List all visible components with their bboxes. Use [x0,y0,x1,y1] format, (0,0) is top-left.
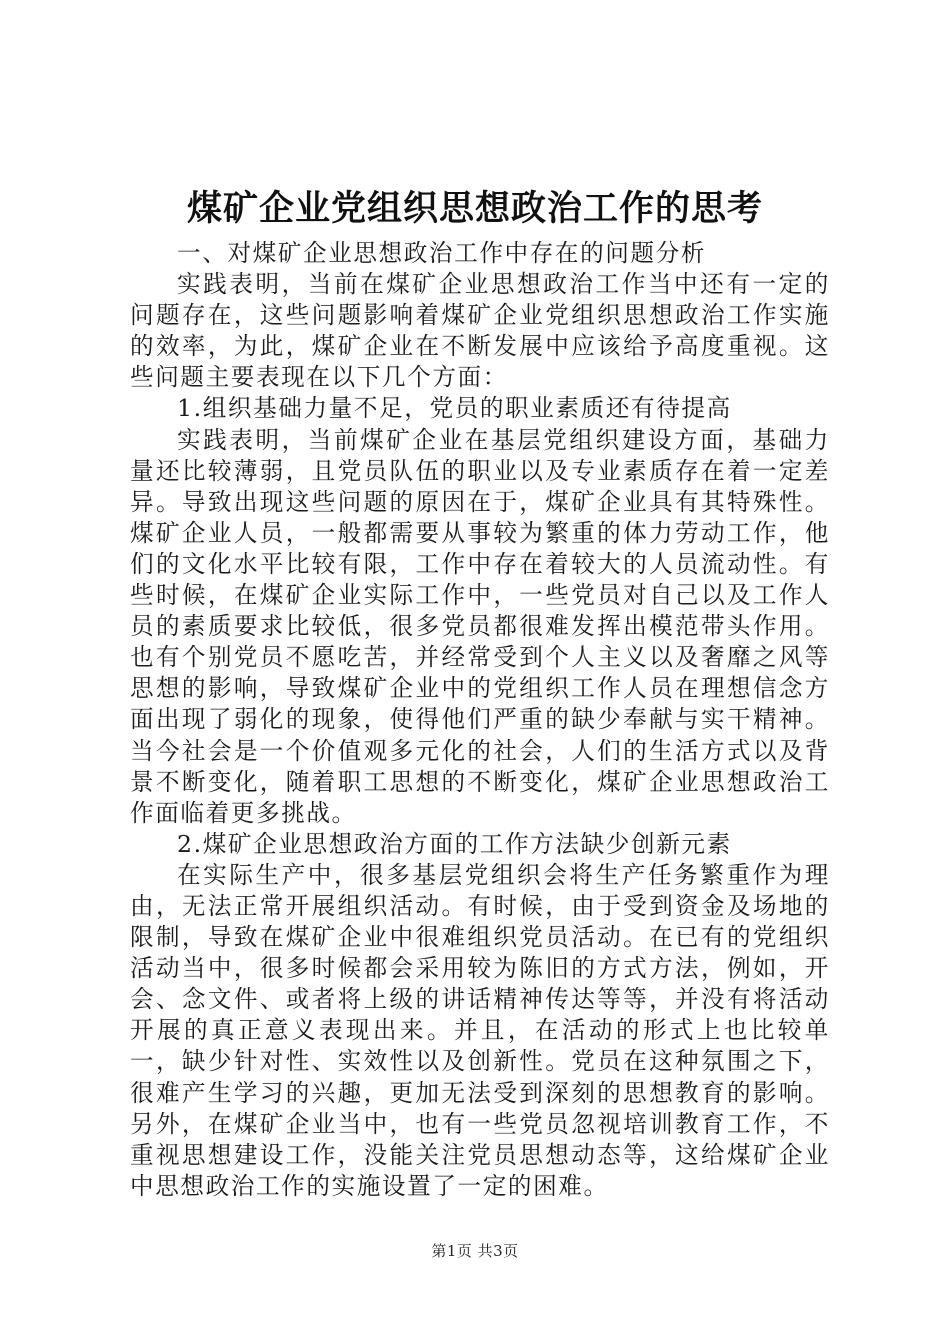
intro-paragraph: 实践表明，当前在煤矿企业思想政治工作当中还有一定的问题存在，这些问题影响着煤矿企业党组织思想政治工作实施的效率，为此，煤矿企业在不断发展中应该给予高度重视。这些问题主要表现在以下几个方面： [130,270,830,392]
document-title: 煤矿企业党组织思想政治工作的思考 [186,189,763,229]
page-number-footer: 第1页 共3页 [431,1242,519,1260]
subsection-2-paragraph: 在实际生产中，很多基层党组织会将生产任务繁重作为理由，无法正常开展组织活动。有时候，由于受到资金及场地的限制，导致在煤矿企业中很难组织党员活动。在已有的党组织活动当中，很多时候都会采用较为陈旧的方式方法，例如，开会、念文件、或者将上级的讲话精神传达等等，并没有将活动开展的真正意义表现出来。并且，在活动的形式上也比较单一，缺少针对性、实效性以及创新性。党员在这种氛围之下，很难产生学习的兴趣，更加无法受到深刻的思想教育的影响。另外，在煤矿企业当中，也有一些党员忽视培训教育工作，不重视思想建设工作，没能关注党员思想动态等，这给煤矿企业中思想政治工作的实施设置了一定的困难。 [130,860,830,1200]
subsection-heading-1: 1.组织基础力量不足，党员的职业素质还有待提高 [177,394,732,423]
section-heading: 一、对煤矿企业思想政治工作中存在的问题分析 [177,239,707,267]
subsection-heading-2: 2.煤矿企业思想政治方面的工作方法缺少创新元素 [177,829,732,858]
document-body [130,238,830,1202]
subsection-1-paragraph: 实践表明，当前煤矿企业在基层党组织建设方面，基础力量还比较薄弱，且党员队伍的职业以及专业素质存在着一定差异。导致出现这些问题的原因在于，煤矿企业具有其特殊性。煤矿企业人员，一般都需要从事较为繁重的体力劳动工作，他们的文化水平比较有限，工作中存在着较大的人员流动性。有些时候，在煤矿企业实际工作中，一些党员对自己以及工作人员的素质要求比较低，很多党员都很难发挥出模范带头作用。也有个别党员不愿吃苦，并经常受到个人主义以及奢靡之风等思想的影响，导致煤矿企业中的党组织工作人员在理想信念方面出现了弱化的现象，使得他们严重的缺少奉献与实干精神。当今社会是一个价值观多元化的社会，人们的生活方式以及背景不断变化，随着职工思想的不断变化，煤矿企业思想政治工作面临着更多挑战。 [130,425,830,827]
